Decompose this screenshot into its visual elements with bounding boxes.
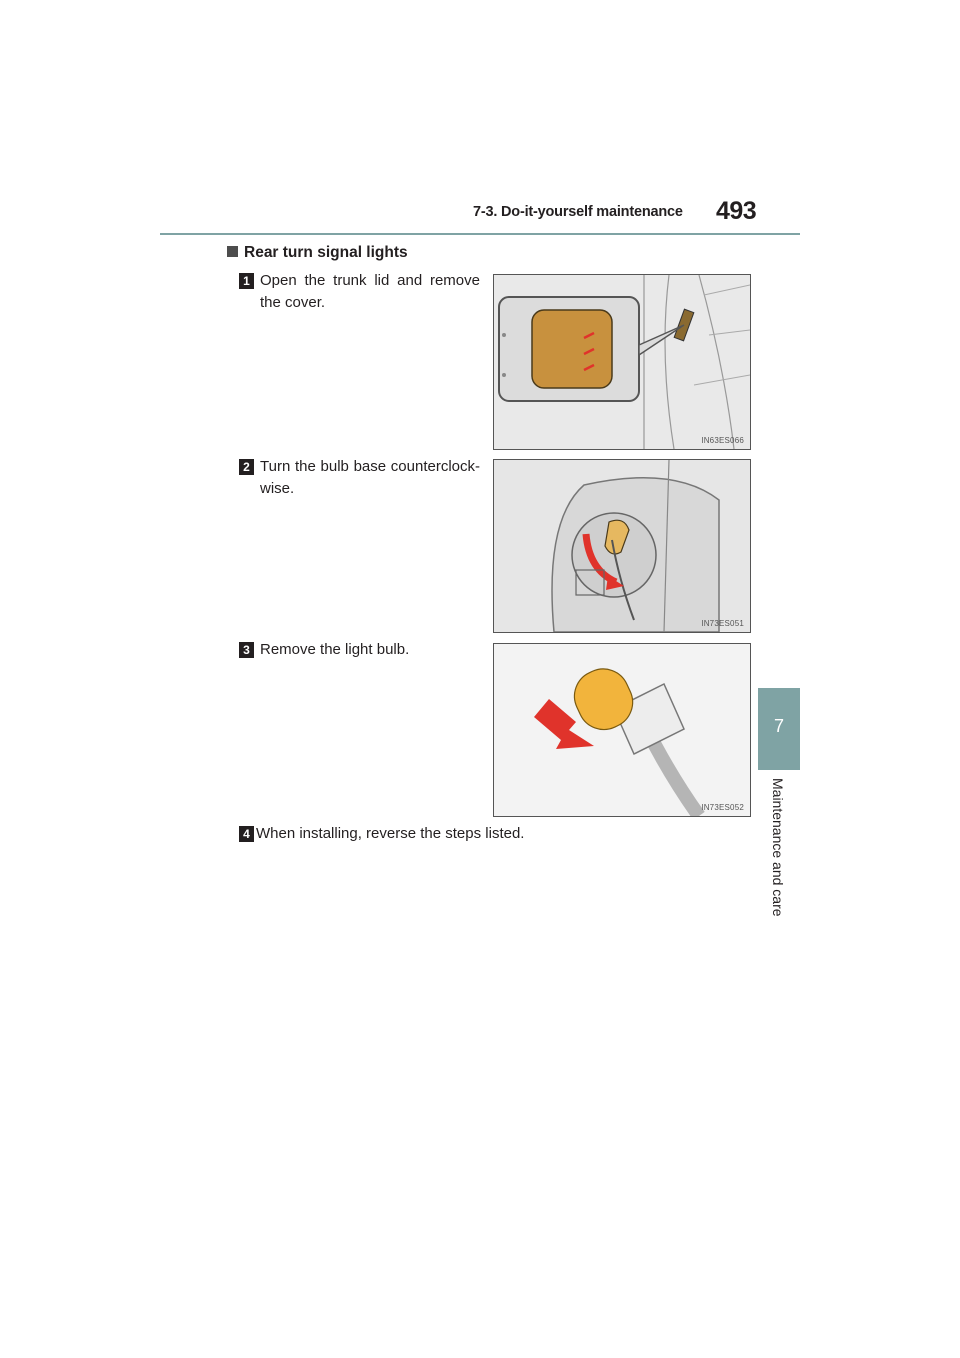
chapter-number: 7 [773, 716, 784, 736]
page-number: 493 [716, 197, 757, 225]
step-4-text: When installing, reverse the steps listed. [256, 825, 525, 842]
light-bulb-illustration [494, 644, 750, 816]
section-heading-text: Rear turn signal lights [244, 244, 408, 261]
chapter-title: Maintenance and care [770, 778, 786, 917]
chapter-tab [758, 688, 800, 770]
step-1-figure-code: IN63ES066 [701, 436, 744, 445]
step-2-figure [493, 459, 751, 633]
step-2-text: Turn the bulb base counterclock-wise. [260, 458, 480, 497]
bulb-base-illustration [494, 460, 750, 632]
step-3-figure-code: IN73ES052 [701, 803, 744, 812]
step-3-figure [493, 643, 751, 817]
section-heading [227, 244, 408, 262]
step-3-badge: 3 [239, 642, 254, 658]
step-3-text: Remove the light bulb. [260, 641, 410, 658]
step-2-badge: 2 [239, 459, 254, 475]
step-2-figure-code: IN73ES051 [701, 619, 744, 628]
step-4-badge: 4 [239, 826, 254, 842]
step-1-text: Open the trunk lid and remove the cover. [260, 272, 480, 311]
step-1-badge: 1 [239, 273, 254, 289]
header-divider [160, 233, 800, 235]
step-1-figure [493, 274, 751, 450]
trunk-cover-illustration [494, 275, 750, 449]
header-section-title: 7-3. Do-it-yourself maintenance [473, 204, 683, 220]
square-bullet-icon [227, 246, 238, 257]
chapter-title-vertical [770, 778, 790, 978]
